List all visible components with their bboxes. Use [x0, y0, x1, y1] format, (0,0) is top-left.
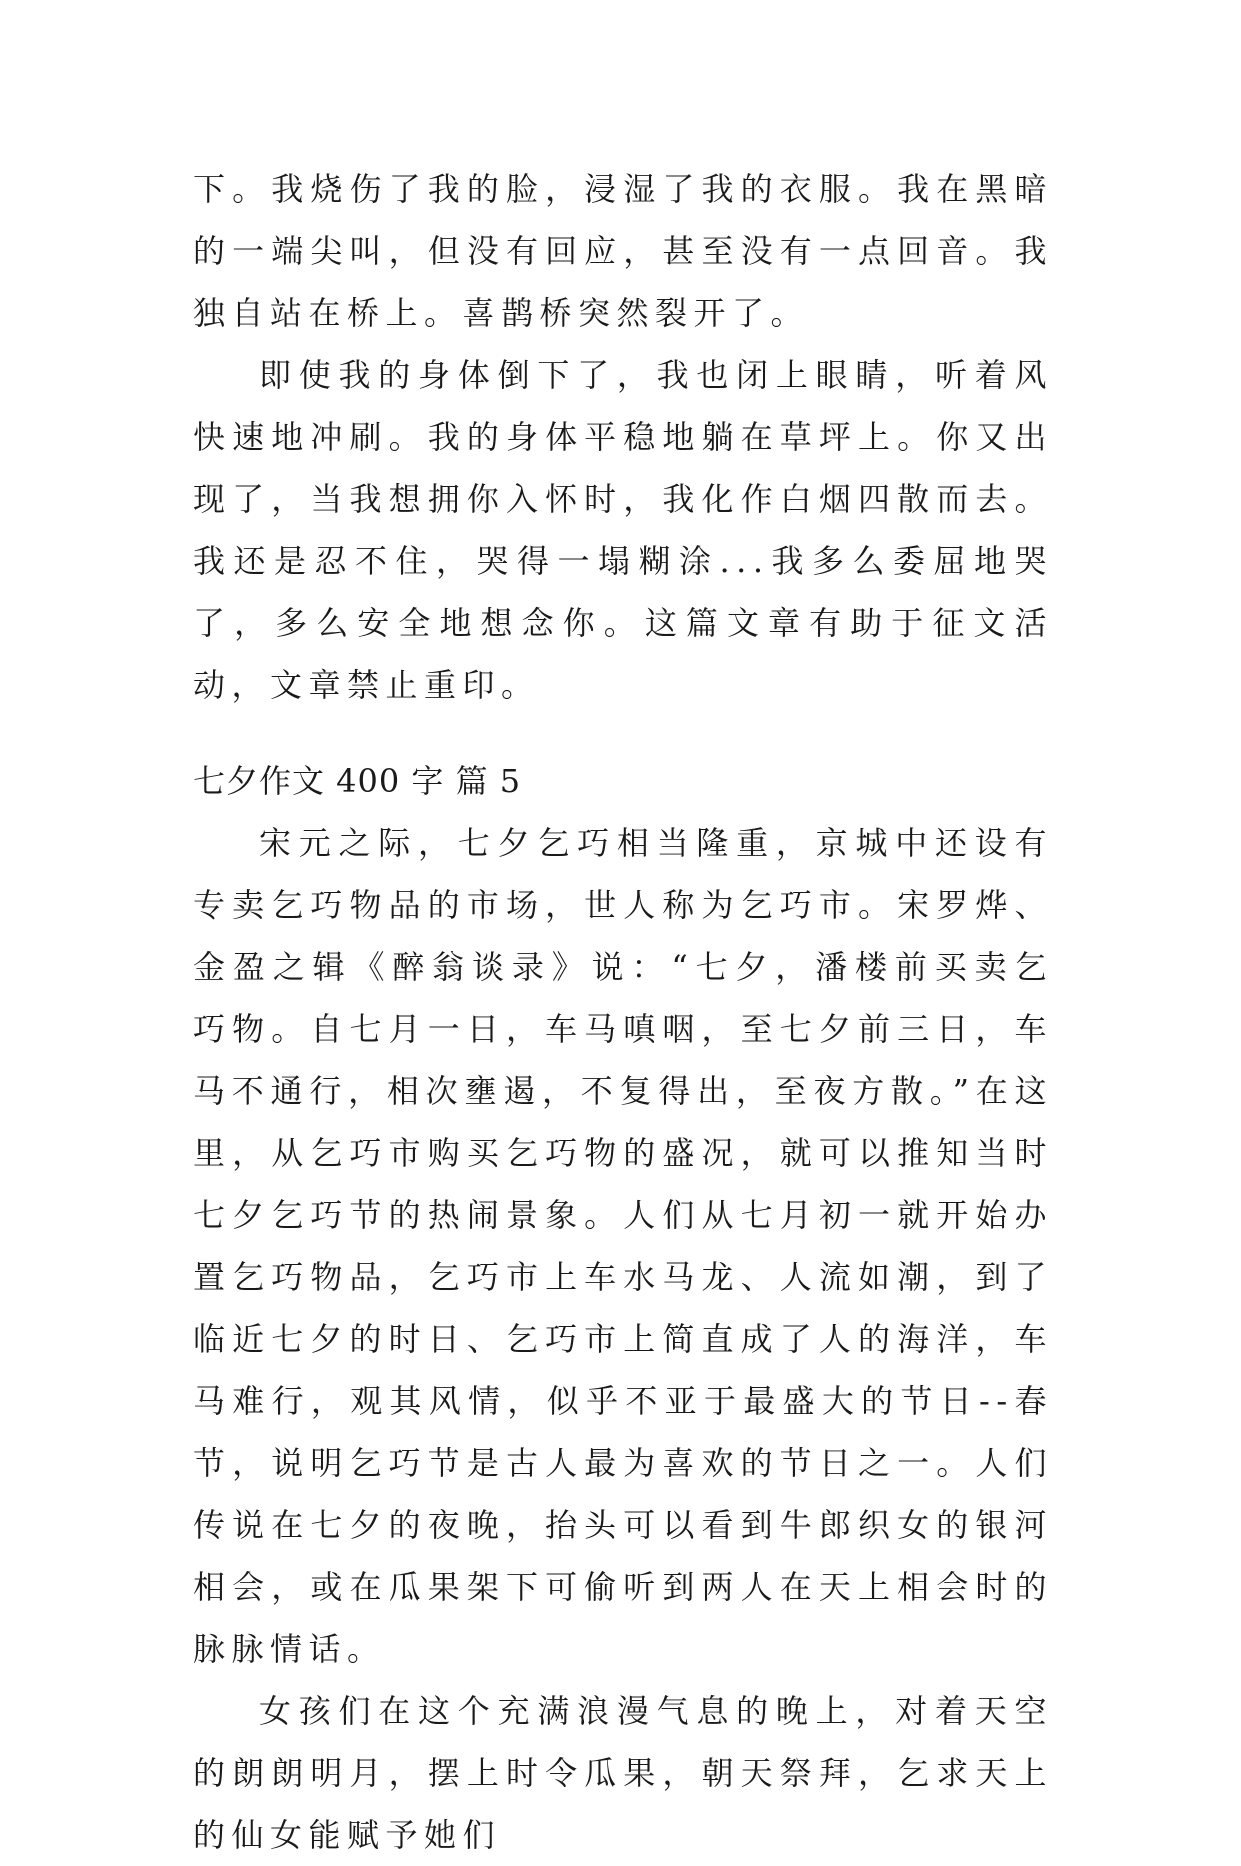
- paragraph-3: 宋元之际，七夕乞巧相当隆重，京城中还设有专卖乞巧物品的市场，世人称为乞巧市。宋罗烨、金盈之辑《醉翁谈录》说：“七夕，潘楼前买卖乞巧物。自七月一日，车马嗔咽，至七夕前三日，车马不通行，相次壅遏，不复得出，至夜方散。”在这里，从乞巧市购买乞巧物的盛况，就可以推知当时七夕乞巧节的热闹景象。人们从七月初一就开始办置乞巧物品，乞巧市上车水马龙、人流如潮，到了临近七夕的时日、乞巧市上简直成了人的海洋，车马难行，观其风情，似乎不亚于最盛大的节日--春节，说明乞巧节是古人最为喜欢的节日之一。人们传说在七夕的夜晚，抬头可以看到牛郎织女的银河相会，或在瓜果架下可偷听到两人在天上相会时的脉脉情话。: [193, 824, 1053, 1668]
- paragraph-4: 女孩们在这个充满浪漫气息的晚上，对着天空的朗朗明月，摆上时令瓜果，朝天祭拜，乞求天上的仙女能赋予她们: [193, 1692, 1053, 1854]
- paragraph-2: 即使我的身体倒下了，我也闭上眼睛，听着风快速地冲刷。我的身体平稳地躺在草坪上。你又出现了，当我想拥你入怀时，我化作白烟四散而去。我还是忍不住，哭得一塌糊涂...我多么委屈地哭了，多么安全地想念你。这篇文章有助于征文活动，文章禁止重印。: [193, 356, 1053, 704]
- document-body: [193, 158, 1053, 1866]
- section-title: 七夕作文 400 字 篇 5: [193, 762, 522, 800]
- paragraph-1: 下。我烧伤了我的脸，浸湿了我的衣服。我在黑暗的一端尖叫，但没有回应，甚至没有一点回音。我独自站在桥上。喜鹊桥突然裂开了。: [193, 170, 1053, 332]
